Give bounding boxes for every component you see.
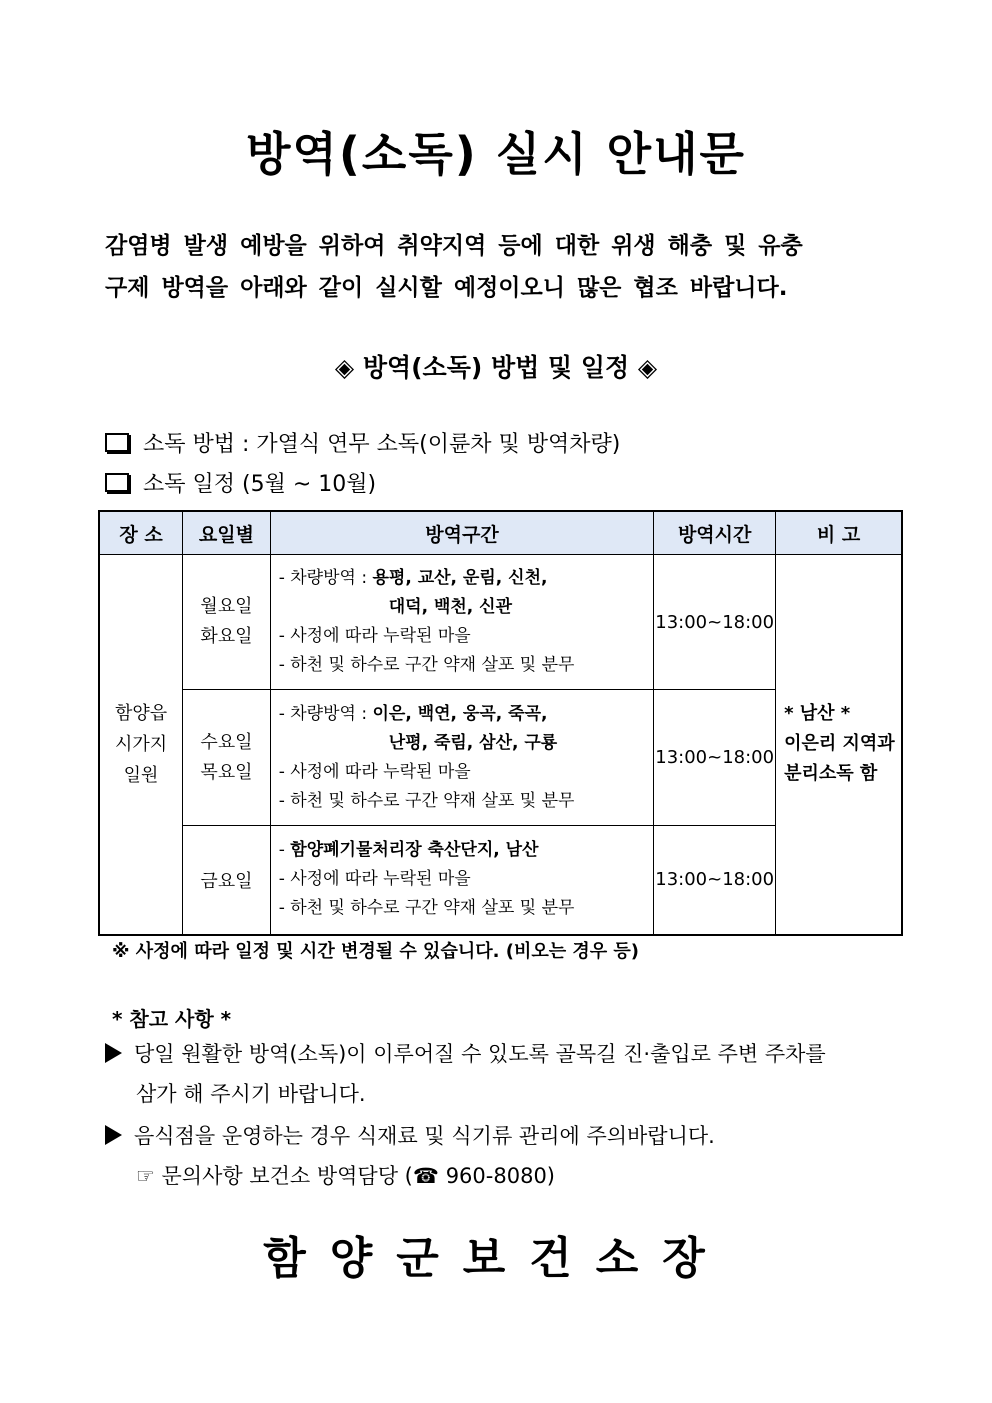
time-cell: 13:00~18:00 xyxy=(654,826,776,935)
region-prefix: - 차량방역 : xyxy=(278,568,373,588)
schedule-text: 소독 일정 (5월 ~ 10월) xyxy=(143,472,377,497)
schedule-line xyxy=(105,467,376,498)
reference-item-restaurant xyxy=(105,1116,897,1196)
day-label: 월요일 xyxy=(200,596,253,617)
header-remark: 비 고 xyxy=(776,511,902,555)
region-villages: 용평, 교산, 운림, 신천, xyxy=(372,568,548,588)
reference-text: 음식점을 운영하는 경우 식재료 및 식기류 관리에 주의바랍니다. xyxy=(134,1124,715,1148)
region-line: - 사정에 따라 누락된 마을 xyxy=(278,761,471,782)
issuer-name: 함양군보건소장 xyxy=(263,1233,729,1284)
region-villages: 함양폐기물처리장 축산단지, 남산 xyxy=(290,840,539,861)
header-section: 방역구간 xyxy=(270,511,654,555)
place-line: 시가지 xyxy=(114,733,168,755)
schedule-note: ※ 사정에 따라 일정 및 시간 변경될 수 있습니다. (비오는 경우 등) xyxy=(112,941,640,962)
region-cell xyxy=(270,690,654,826)
time-cell: 13:00~18:00 xyxy=(654,690,776,826)
region-line: - 사정에 따라 누락된 마을 xyxy=(278,626,471,646)
method-text: 소독 방법 : 가열식 연무 소독(이륜차 및 방역차량) xyxy=(143,432,621,457)
table-row xyxy=(99,555,902,690)
table-header-row xyxy=(99,511,902,555)
region-cell xyxy=(270,555,654,690)
triangle-bullet-icon xyxy=(105,1125,122,1145)
header-days: 요일별 xyxy=(183,511,271,555)
place-line: 일원 xyxy=(123,764,159,786)
region-prefix: - xyxy=(278,840,291,861)
reference-item-parking xyxy=(105,1034,897,1114)
region-prefix: - 차량방역 : xyxy=(278,703,373,724)
remark-line: 이은리 지역과 xyxy=(784,733,895,755)
day-label: 목요일 xyxy=(200,761,253,783)
remark-line: 분리소독 함 xyxy=(784,763,878,785)
section-heading: ◈ 방역(소독) 방법 및 일정 ◈ xyxy=(334,353,658,382)
region-line: - 사정에 따라 누락된 마을 xyxy=(278,869,471,890)
region-villages: 난평, 죽림, 삼산, 구룡 xyxy=(388,732,558,753)
day-label: 화요일 xyxy=(200,626,253,647)
header-place: 장 소 xyxy=(99,511,183,555)
header-time: 방역시간 xyxy=(654,511,776,555)
place-cell xyxy=(99,555,183,935)
schedule-table xyxy=(98,510,903,936)
reference-text: 당일 원활한 방역(소독)이 이루어질 수 있도록 골목길 진·출입로 주변 주차를 xyxy=(134,1042,826,1066)
days-cell xyxy=(183,555,271,690)
place-line: 함양읍 xyxy=(114,702,168,724)
days-cell xyxy=(183,690,271,826)
time-cell: 13:00~18:00 xyxy=(654,555,776,690)
checkbox-icon xyxy=(105,473,129,492)
reference-title: * 참고 사항 * xyxy=(112,1007,232,1031)
day-label: 수요일 xyxy=(200,731,253,753)
region-line: - 하천 및 하수로 구간 약재 살포 및 분무 xyxy=(278,790,575,811)
checkbox-icon xyxy=(105,433,129,452)
intro-paragraph xyxy=(105,225,895,309)
region-line: - 하천 및 하수로 구간 약재 살포 및 분무 xyxy=(278,898,575,919)
region-villages: 이은, 백연, 웅곡, 죽곡, xyxy=(372,703,548,724)
contact-info: ☞ 문의사항 보건소 방역담당 (☎ 960-8080) xyxy=(136,1164,555,1188)
region-cell xyxy=(270,826,654,935)
reference-text: 삼가 해 주시기 바랍니다. xyxy=(136,1082,366,1106)
days-cell xyxy=(183,826,271,935)
region-line: - 하천 및 하수로 구간 약재 살포 및 분무 xyxy=(278,655,575,675)
remark-line: * 남산 * xyxy=(784,703,851,725)
region-villages: 대덕, 백천, 신관 xyxy=(388,597,513,617)
intro-line-2: 구제 방역을 아래와 같이 실시할 예정이오니 많은 협조 바랍니다. xyxy=(105,275,788,301)
method-line xyxy=(105,427,620,458)
day-label: 금요일 xyxy=(200,870,253,892)
intro-line-1: 감염병 발생 예방을 위하여 취약지역 등에 대한 위생 해충 및 유충 xyxy=(105,233,803,259)
remark-cell xyxy=(776,555,902,935)
page-title: 방역(소독) 실시 안내문 xyxy=(245,127,746,181)
triangle-bullet-icon xyxy=(105,1043,122,1063)
